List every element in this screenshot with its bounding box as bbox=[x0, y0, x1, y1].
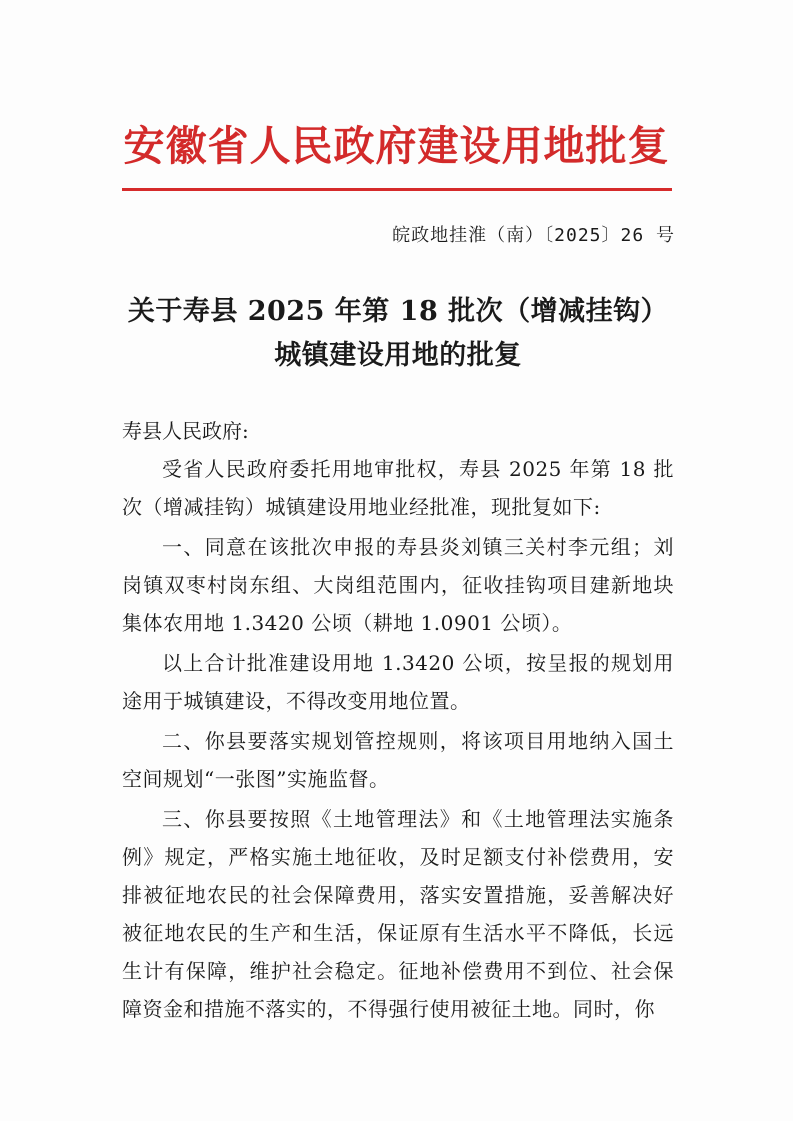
document-body bbox=[122, 450, 674, 1028]
document-number: 皖政地挂淮（南）〔2025〕26 号 bbox=[392, 225, 675, 246]
document-heading: 关于寿县 2025 年第 18 批次（增减挂钩）城镇建设用地的批复 bbox=[127, 296, 669, 371]
body-paragraph-total: 以上合计批准建设用地 1.3420 公顷，按呈报的规划用途用于城镇建设，不得改变用地位置。 bbox=[122, 651, 674, 713]
body-paragraph-item-2: 二、你县要落实规划管控规则，将该项目用地纳入国土空间规划“一张图”实施监督。 bbox=[122, 729, 674, 791]
document-header-title: 安徽省人民政府建设用地批复 bbox=[123, 122, 670, 170]
body-paragraph-item-3: 三、你县要按照《土地管理法》和《土地管理法实施条例》规定，严格实施土地征收，及时足额支付补偿费用，安排被征地农民的社会保障费用，落实安置措施，妥善解决好被征地农民的生产和生活，保证原有生活水平不降低，长远生计有保障，维护社会稳定。征地补偿费用不到位、社会保障资金和措施不落实的，不得强行使用被征土地。同时，你 bbox=[122, 807, 674, 1021]
header-red-rule bbox=[122, 188, 672, 191]
body-paragraph-intro: 受省人民政府委托用地审批权，寿县 2025 年第 18 批次（增减挂钩）城镇建设用地业经批准，现批复如下: bbox=[122, 457, 674, 519]
body-paragraph-item-1: 一、同意在该批次申报的寿县炎刘镇三关村李元组；刘岗镇双枣村岗东组、大岗组范围内，征收挂钩项目建新地块集体农用地 1.3420 公顷（耕地 1.0901 公顷）。 bbox=[122, 535, 674, 635]
addressee: 寿县人民政府: bbox=[122, 419, 249, 443]
